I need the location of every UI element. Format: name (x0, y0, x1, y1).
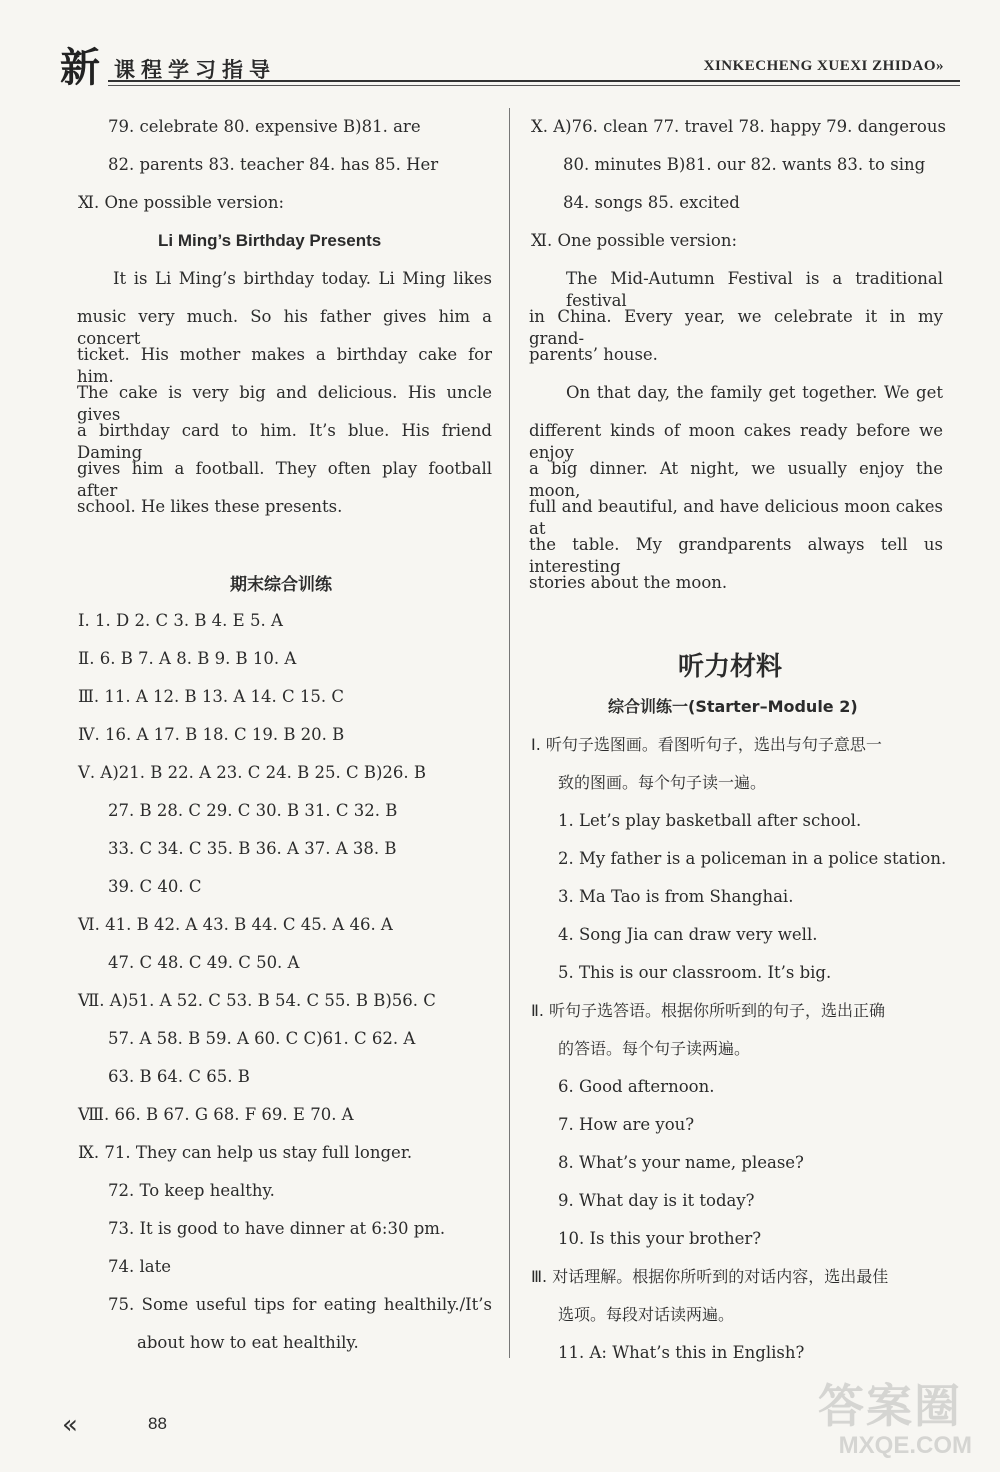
answer-line: Ⅳ. 16. A 17. B 18. C 19. B 20. B (78, 725, 345, 744)
listening-item: 11. A: What’s this in English? (558, 1343, 805, 1362)
answer-line: Ⅵ. 41. B 42. A 43. B 44. C 45. A 46. A (78, 915, 393, 934)
essay-line: school. He likes these presents. (77, 497, 343, 516)
essay-line: gives him a football. They often play football after (77, 459, 492, 500)
double-chevron-icon: » (936, 58, 944, 74)
page-number: 88 (148, 1414, 167, 1433)
answer-line: 84. songs 85. excited (563, 193, 740, 212)
listening-subtitle: 综合训练一(Starter–Module 2) (608, 697, 858, 716)
listening-item: 10. Is this your brother? (558, 1229, 762, 1248)
essay-line: in China. Every year, we celebrate it in my grand- (529, 307, 943, 348)
essay-line: stories about the moon. (529, 573, 728, 592)
listening-item: 8. What’s your name, please? (558, 1153, 804, 1172)
section-label: Ⅺ. One possible version: (531, 231, 738, 250)
listening-item: 9. What day is it today? (558, 1191, 755, 1210)
section-title: 期末综合训练 (230, 575, 332, 595)
essay-line: ticket. His mother makes a birthday cake for him. (77, 345, 492, 386)
page-header (60, 44, 960, 94)
section-label: Ⅺ. One possible version: (78, 193, 285, 212)
header-rule-thin (108, 85, 960, 86)
answer-line: Ⅱ. 6. B 7. A 8. B 9. B 10. A (78, 649, 297, 668)
essay-line: music very much. So his father gives him a concert (77, 307, 492, 348)
header-title: 课程学习指导 (114, 58, 276, 82)
listening-item: 3. Ma Tao is from Shanghai. (558, 887, 794, 906)
essay-line: It is Li Ming’s birthday today. Li Ming likes (113, 269, 492, 288)
answer-line: about how to eat healthily. (137, 1333, 359, 1352)
listening-item: 6. Good afternoon. (558, 1077, 715, 1096)
essay-line: a big dinner. At night, we usually enjoy the moon, (529, 459, 943, 500)
listening-item: 5. This is our classroom. It’s big. (558, 963, 832, 982)
answer-line: 75. Some useful tips for eating healthily./It’s (108, 1295, 492, 1314)
header-pinyin: XINKECHENG XUEXI ZHIDAO» (703, 58, 944, 74)
column-divider (509, 108, 510, 1358)
essay-line: The cake is very big and delicious. His uncle gives (77, 383, 492, 424)
essay-line: full and beautiful, and have delicious moon cakes at (529, 497, 943, 538)
answer-line: Ⅹ. A)76. clean 77. travel 78. happy 79. dangerous (531, 117, 946, 136)
answer-line: 33. C 34. C 35. B 36. A 37. A 38. B (108, 839, 397, 858)
header-rule (108, 80, 960, 82)
listening-item: 4. Song Jia can draw very well. (558, 925, 818, 944)
listening-item: 7. How are you? (558, 1115, 695, 1134)
listening-item: 2. My father is a policeman in a police station. (558, 849, 947, 868)
answer-line: 74. late (108, 1257, 171, 1276)
watermark (752, 1370, 972, 1466)
answer-line: 82. parents 83. teacher 84. has 85. Her (108, 155, 439, 174)
answer-line: Ⅴ. A)21. B 22. A 23. C 24. B 25. C B)26. B (78, 763, 426, 782)
answer-line: 79. celebrate 80. expensive B)81. are (108, 117, 421, 136)
essay-line: different kinds of moon cakes ready before we enjoy (529, 421, 943, 462)
instruction-line: 的答语。每个句子读两遍。 (558, 1039, 751, 1058)
answer-line: 73. It is good to have dinner at 6:30 pm. (108, 1219, 446, 1238)
answer-line: 47. C 48. C 49. C 50. A (108, 953, 300, 972)
essay-line: the table. My grandparents always tell us interesting (529, 535, 943, 576)
essay-line: parents’ house. (529, 345, 658, 364)
listening-item: 1. Let’s play basketball after school. (558, 811, 862, 830)
answer-line: 27. B 28. C 29. C 30. B 31. C 32. B (108, 801, 398, 820)
instruction-line: 致的图画。每个句子读一遍。 (558, 773, 767, 792)
answer-line: 39. C 40. C (108, 877, 202, 896)
essay-line: On that day, the family get together. We get (566, 383, 943, 402)
answer-line: 80. minutes B)81. our 82. wants 83. to sing (563, 155, 926, 174)
answer-line: Ⅸ. 71. They can help us stay full longer. (78, 1143, 413, 1162)
instruction-line: Ⅰ. 听句子选图画。看图听句子，选出与句子意思一 (531, 735, 882, 754)
watermark-url: MXQE.COM (838, 1432, 972, 1459)
watermark-text: 答案圈 (818, 1379, 962, 1433)
essay-line: a birthday card to him. It’s blue. His friend Daming (77, 421, 492, 462)
answer-line: Ⅶ. A)51. A 52. C 53. B 54. C 55. B B)56. C (78, 991, 436, 1010)
instruction-line: 选项。每段对话读两遍。 (558, 1305, 735, 1324)
answer-line: Ⅰ. 1. D 2. C 3. B 4. E 5. A (78, 611, 283, 630)
answer-line: 72. To keep healthy. (108, 1181, 275, 1200)
essay-line: The Mid-Autumn Festival is a traditional festival (566, 269, 943, 310)
instruction-line: Ⅲ. 对话理解。根据你所听到的对话内容，选出最佳 (531, 1267, 889, 1286)
header-logo: 新 (60, 45, 100, 91)
instruction-line: Ⅱ. 听句子选答语。根据你所听到的句子，选出正确 (531, 1001, 886, 1020)
essay-title: Li Ming’s Birthday Presents (158, 231, 382, 250)
answer-line: 63. B 64. C 65. B (108, 1067, 250, 1086)
answer-line: Ⅷ. 66. B 67. G 68. F 69. E 70. A (78, 1105, 354, 1124)
answer-line: 57. A 58. B 59. A 60. C C)61. C 62. A (108, 1029, 416, 1048)
double-chevron-left-icon: « (62, 1410, 78, 1440)
answer-line: Ⅲ. 11. A 12. B 13. A 14. C 15. C (78, 687, 345, 706)
listening-title: 听力材料 (678, 652, 783, 682)
